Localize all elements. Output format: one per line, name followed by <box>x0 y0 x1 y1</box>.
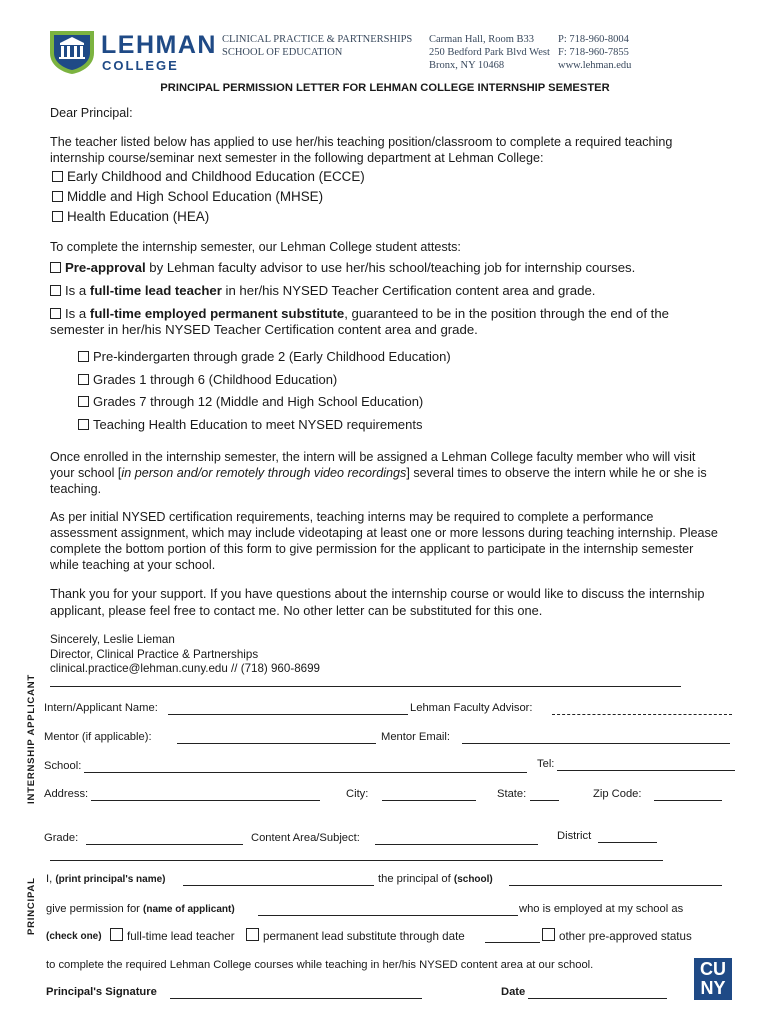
attest3-rest: , guaranteed to be in the position through the end of the semester in her/his NYSED Teacher Certification content area and grade. <box>50 306 669 337</box>
mentor-email-label: Mentor Email: <box>381 731 451 743</box>
check-one-hint: (check one) <box>46 931 102 942</box>
checkbox[interactable] <box>52 171 63 182</box>
dept-mhse-label: Middle and High School Education (MHSE) <box>67 189 324 204</box>
grade-field[interactable] <box>86 844 243 845</box>
cuny-logo-text: CUNY <box>700 959 726 998</box>
checkbox[interactable] <box>50 262 61 273</box>
checkbox[interactable] <box>52 191 63 202</box>
signoff-name: Sincerely, Leslie Lieman <box>50 633 175 646</box>
dept-line1: CLINICAL PRACTICE & PARTNERSHIPS <box>222 34 413 45</box>
dept-hea-option[interactable] <box>52 207 720 227</box>
address-line2: 250 Bedford Park Blvd West <box>429 47 550 58</box>
print-name-hint: (print principal's name) <box>55 874 166 885</box>
address-field[interactable] <box>91 800 320 801</box>
lehman-shield-icon <box>47 27 97 75</box>
para1-b: ] several times to observe the intern while he or she is teaching. <box>50 466 707 496</box>
paragraph-nysed: As per initial NYSED certification requirements, teaching interns may be required to complete a performance assessment assignment, which may include videotaping at least one or more lessons during teaching internship. Please complete the bottom portion of this form to give permission for the applicant to participate in the internship semester while teaching at your school. <box>50 510 718 572</box>
attest1-bold: Pre-approval <box>65 260 146 275</box>
tel-label: Tel: <box>537 758 555 770</box>
substitute-date-field[interactable] <box>485 942 540 943</box>
content-area-field[interactable] <box>375 844 538 845</box>
health-ed-label: Teaching Health Education to meet NYSED requirements <box>93 416 423 432</box>
internship-applicant-label: INTERNSHIP APPLICANT <box>26 673 37 804</box>
principal-school-field[interactable] <box>509 885 722 886</box>
paragraph-faculty-visit <box>50 449 720 497</box>
zip-field[interactable] <box>654 800 722 801</box>
checkbox[interactable] <box>78 396 89 407</box>
principal-divider <box>50 860 663 861</box>
address-line3: Bronx, NY 10468 <box>429 60 505 71</box>
school-hint: (school) <box>453 874 493 885</box>
status-other[interactable] <box>542 928 692 943</box>
logo-sub: COLLEGE <box>102 58 179 73</box>
check-one-row <box>46 930 102 942</box>
website-link[interactable]: www.lehman.edu <box>558 60 632 71</box>
applicant-name-field[interactable] <box>258 915 518 916</box>
para1-italic: in person and/or remotely through video recordings <box>121 466 407 480</box>
zip-label: Zip Code: <box>593 788 642 800</box>
city-label: City: <box>346 788 369 800</box>
para1-a: Once enrolled in the internship semester, the intern will be assigned a Lehman College faculty member who will visit your school [ <box>50 450 696 480</box>
applicant-hint: (name of applicant) <box>143 904 235 915</box>
attest-intro: To complete the internship semester, our Lehman College student attests: <box>50 240 461 254</box>
district-label: District <box>557 830 592 842</box>
grade-7-12-option[interactable] <box>78 391 720 414</box>
status-permanent-sub[interactable] <box>246 928 465 943</box>
principal-of-label: the principal of <box>378 873 454 885</box>
date-label: Date <box>501 986 526 998</box>
date-field[interactable] <box>528 998 667 999</box>
opt3-label: other pre-approved status <box>559 930 692 943</box>
city-field[interactable] <box>382 800 476 801</box>
attest2-pre: Is a <box>65 283 90 298</box>
state-label: State: <box>497 788 527 800</box>
address-label: Address: <box>44 788 89 800</box>
checkbox[interactable] <box>246 928 259 941</box>
attest-preapproval[interactable] <box>50 260 720 276</box>
attest2-bold: full-time lead teacher <box>89 283 222 298</box>
faculty-advisor-field[interactable] <box>552 714 732 715</box>
dept-ecce-label: Early Childhood and Childhood Education (ECCE) <box>67 169 365 184</box>
grade-prek-label: Pre-kindergarten through grade 2 (Early Childhood Education) <box>93 349 451 364</box>
state-field[interactable] <box>530 800 559 801</box>
content-area-label: Content Area/Subject: <box>251 832 360 844</box>
district-field[interactable] <box>598 842 657 843</box>
signoff-title: Director, Clinical Practice & Partnerships <box>50 647 259 661</box>
checkbox[interactable] <box>78 374 89 385</box>
opt2-label: permanent lead substitute through date <box>263 930 465 943</box>
contact-block <box>558 33 631 72</box>
department-block <box>222 33 412 59</box>
complete-text: to complete the required Lehman College courses while teaching in her/his NYSED content area at our school. <box>46 959 594 971</box>
checkbox[interactable] <box>50 308 61 319</box>
signature-field[interactable] <box>170 998 422 999</box>
section-divider <box>50 686 681 687</box>
checkbox[interactable] <box>110 928 123 941</box>
dept-mhse-option[interactable] <box>52 187 720 207</box>
grade-1-6-option[interactable] <box>78 369 720 392</box>
attest2-rest: in her/his NYSED Teacher Certification content area and grade. <box>221 283 596 298</box>
attest3-pre: Is a <box>65 306 90 321</box>
mentor-field[interactable] <box>177 743 376 744</box>
grade-1-6-label: Grades 1 through 6 (Childhood Education) <box>93 371 338 387</box>
phone: P: 718-960-8004 <box>558 34 629 45</box>
signature-label: Principal's Signature <box>46 986 157 998</box>
checkbox[interactable] <box>52 211 63 222</box>
dept-line2: SCHOOL OF EDUCATION <box>222 47 343 58</box>
school-label: School: <box>44 760 82 772</box>
tel-field[interactable] <box>557 770 735 771</box>
dept-hea-label: Health Education (HEA) <box>67 209 210 224</box>
school-field[interactable] <box>84 772 527 773</box>
attest3-bold: full-time employed permanent substitute <box>89 306 345 321</box>
intern-name-field[interactable] <box>168 714 408 715</box>
grade-prek-option[interactable] <box>78 346 720 369</box>
checkbox[interactable] <box>78 351 89 362</box>
intern-name-label: Intern/Applicant Name: <box>44 702 158 714</box>
grade-7-12-label: Grades 7 through 12 (Middle and High School Education) <box>93 394 424 409</box>
principal-name-row <box>46 873 166 885</box>
checkbox[interactable] <box>542 928 555 941</box>
cuny-logo <box>694 958 732 1000</box>
page-title: PRINCIPAL PERMISSION LETTER FOR LEHMAN COLLEGE INTERNSHIP SEMESTER <box>160 82 610 94</box>
give-permission-label: give permission for <box>46 903 143 915</box>
mentor-label: Mentor (if applicable): <box>44 731 152 743</box>
employed-label: who is employed at my school as <box>519 903 684 915</box>
health-ed-option[interactable] <box>78 414 720 437</box>
address-block <box>429 33 550 72</box>
checkbox[interactable] <box>50 285 61 296</box>
principal-of-row <box>378 873 493 885</box>
status-full-time[interactable] <box>110 928 235 943</box>
i-label: I, <box>46 873 56 885</box>
paragraph-thanks: Thank you for your support. If you have questions about the internship course or would like to discuss the internship applicant, please feel free to contact me. No other letter can be substituted for this one. <box>50 586 705 618</box>
logo-name: LEHMAN <box>101 31 217 59</box>
dept-ecce-option[interactable] <box>52 167 720 187</box>
attest-lead-teacher[interactable] <box>50 283 720 299</box>
principal-side-label: PRINCIPAL <box>26 877 37 935</box>
faculty-advisor-label: Lehman Faculty Advisor: <box>410 702 533 714</box>
give-permission-row <box>46 903 235 915</box>
mentor-email-field[interactable] <box>462 743 730 744</box>
address-line1: Carman Hall, Room B33 <box>429 34 534 45</box>
fax: F: 718-960-7855 <box>558 47 629 58</box>
attest-substitute[interactable] <box>50 306 720 338</box>
signoff-contact: clinical.practice@lehman.cuny.edu // (718) 960-8699 <box>50 662 320 675</box>
lehman-logo <box>47 27 217 75</box>
opt1-label: full-time lead teacher <box>127 930 235 943</box>
attest1-rest: by Lehman faculty advisor to use her/his school/teaching job for internship courses. <box>145 260 636 275</box>
greeting: Dear Principal: <box>50 106 133 120</box>
checkbox[interactable] <box>78 419 89 430</box>
intro-text: The teacher listed below has applied to use her/his teaching position/classroom to complete a required teaching internship course/seminar next semester in the following department at Lehman College: <box>50 135 673 165</box>
grade-label: Grade: <box>44 832 79 844</box>
principal-name-field[interactable] <box>183 885 374 886</box>
